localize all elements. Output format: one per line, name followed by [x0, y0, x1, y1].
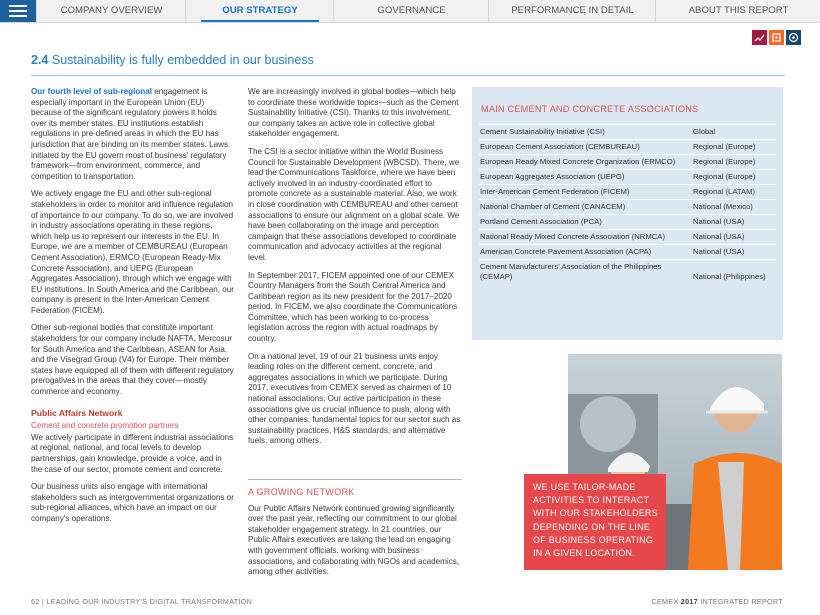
hamburger-menu-icon[interactable]: [0, 0, 36, 22]
top-navigation: [0, 0, 820, 23]
associations-table: [479, 124, 776, 284]
associations-panel: [472, 87, 783, 340]
table-row: [479, 170, 776, 185]
sdg-17-icon: [786, 30, 801, 45]
callout-box: WE USE TAILOR-MADE ACTIVITIES TO INTERACT WITH OUR STAKEHOLDERS DEPENDING ON THE LINE OF BUSINESS OPERATING IN A GIVEN LOCATION.: [524, 474, 666, 570]
association-name: European Cement Association (CEMBUREAU): [479, 140, 690, 155]
association-name: National Chamber of Cement (CANACEM): [479, 200, 690, 215]
footer-year: 2017: [680, 597, 698, 606]
lead-in: Our fourth level of sub-regional: [31, 87, 152, 96]
tab-governance[interactable]: GOVERNANCE: [333, 0, 489, 22]
subheading-growing-network: A GROWING NETWORK: [248, 487, 355, 497]
association-name: Inter-American Cement Federation (FICEM): [479, 185, 690, 200]
text-column-1: [31, 87, 234, 532]
association-name: European Aggregates Association (UEPG): [479, 170, 690, 185]
association-region: Regional (LATAM): [690, 185, 776, 200]
paragraph: The CSI is a sector initiative within the World Business Council for Sustainable Development (WBCSD). There, we lead the Communications Taskforce, where we have been actively involved in an industry-coordinated effort to promote concrete as a sustainable material. Also, we work in close coordination with CEMBUREAU and other cement associations to ensure our alignment on a global scale. We have been collaborating on the image and perception campaign that these associations developed to coordinate communication and advocacy activities at the regional level.: [248, 146, 460, 262]
text-column-2: [248, 87, 462, 454]
table-row: [479, 215, 776, 230]
paragraph: Our business units also engage with international stakeholders such as intergovernmental organizations or sub-regional alliances, which have an impact on our company's operations.: [31, 482, 234, 523]
tab-performance-in-detail[interactable]: PERFORMANCE IN DETAIL: [488, 0, 656, 22]
paragraph: On a national level, 19 of our 21 business units enjoy leading roles on the different cement, concrete, and aggregates associations in which we participate. During 2017, executives from CEMEX served as chairmen of 10 national associations. Our active participation in these associations give us crucial influence to push, along with other companies, fundamental topics for our sector such as sustainability practices, H&S standards, and alternative fuels, among others.: [248, 351, 461, 446]
section-title-text: Sustainability is fully embedded in our business: [51, 53, 314, 67]
section-rule: [31, 75, 785, 76]
column-divider: [248, 479, 462, 480]
table-row: [479, 185, 776, 200]
subheading-promotion-partners: Cement and concrete promotion partners: [31, 421, 179, 431]
table-row: [479, 245, 776, 260]
association-name: European Ready Mixed Concrete Organization (ERMCO): [479, 155, 690, 170]
association-region: National (Philippines): [690, 260, 776, 285]
table-row: [479, 125, 776, 140]
association-name: Cement Manufacturers' Association of the Philippines (CEMAP): [479, 260, 690, 285]
table-row: [479, 140, 776, 155]
section-number: 2.4: [31, 53, 49, 67]
associations-title: MAIN CEMENT AND CONCRETE ASSOCIATIONS: [481, 104, 699, 114]
table-row: [479, 155, 776, 170]
association-name: Portland Cement Association (PCA): [479, 215, 690, 230]
subheading-public-affairs-network: Public Affairs Network: [31, 407, 123, 418]
paragraph: Our Public Affairs Network continued growing significantly over the past year, reflecting our commitment to our global stakeholder engagement strategy. In 21 countries, our Public Affairs executives are taking the lead on engaging with government officials, working with business associations, and collaborating with NGOs and academics, among other activities.: [248, 503, 459, 577]
table-row: [479, 260, 776, 285]
footer-brand: CEMEX: [651, 597, 679, 606]
paragraph: [31, 87, 234, 182]
section-title: [31, 53, 314, 67]
association-region: Regional (Europe): [690, 140, 776, 155]
sdg-8-icon: [752, 30, 767, 45]
association-region: National (Mexico): [690, 200, 776, 215]
footer-report: INTEGRATED REPORT: [700, 597, 783, 606]
association-region: National (USA): [690, 230, 776, 245]
tab-company-overview[interactable]: COMPANY OVERVIEW: [36, 0, 186, 22]
tab-our-strategy[interactable]: OUR STRATEGY: [185, 0, 334, 22]
growing-network-block: [248, 487, 462, 585]
association-region: Regional (Europe): [690, 155, 776, 170]
page-number: 62: [31, 597, 40, 606]
footer-chapter: LEADING OUR INDUSTRY'S DIGITAL TRANSFORMATION: [46, 597, 253, 606]
sdg-9-icon: [769, 30, 784, 45]
footer-right: [651, 597, 783, 606]
association-region: National (USA): [690, 215, 776, 230]
paragraph: We actively participate in different industrial associations at regional, national, and local levels to develop partnerships, gain knowledge, provide a voice, and in the case of our sector, promote cement and concrete.: [31, 432, 234, 474]
table-row: [479, 230, 776, 245]
paragraph: We are increasingly involved in global bodies—which help to coordinate these worldwide topics—such as the Cement Sustainability Initiative (CSI). Thanks to this involvement, our company takes an active role in collective global stakeholder engagement.: [248, 87, 459, 139]
footer-left: 62 | LEADING OUR INDUSTRY'S DIGITAL TRANSFORMATION: [31, 597, 253, 606]
association-name: American Concrete Pavement Association (ACPA): [479, 245, 690, 260]
association-region: Regional (Europe): [690, 170, 776, 185]
association-region: Global: [690, 125, 776, 140]
table-row: [479, 200, 776, 215]
paragraph: We actively engage the EU and other sub-regional stakeholders in order to monitor and influence regulation of importance to our company. To do so, we are involved in industry associations operating in these regions, which help us to represent our interests in the EU. In Europe, we are a member of CEMBUREAU (European Cement Association), ERMCO (European Ready-Mix Concrete Association), and UEPG (European Aggregates Association), through which we engage with EU institutions. In South America and the Caribbean, our company is present in the Inter-American Cement Federation (FICEM).: [31, 189, 234, 315]
paragraph: Other sub-regional bodies that constitute important stakeholders for our company include NAFTA, Mercosur for South America and the Caribbean, ASEAN for Asia, and the Visegrad Group (V4) for Europe. Their member states have equipped all of them with different regulatory prerogatives in the areas that they cover—mostly commerce and economy.: [31, 323, 234, 397]
tab-about-this-report[interactable]: ABOUT THIS REPORT: [655, 0, 820, 22]
association-region: National (USA): [690, 245, 776, 260]
paragraph: In September 2017, FICEM appointed one of our CEMEX Country Managers from the South Central America and Caribbean region as its new president for the 2017–2020 period. In FICEM, we also coordinate the Communications Committee, which has been working to co-process legislation across the region with actual roadmaps by country.: [248, 270, 458, 344]
paragraph-text: engagement is especially important in the European Union (EU) because of the significant regulatory powers it holds over its member states. EU institutions establish regulations in pre-defined areas in which the EU has jurisdiction that are binding on its member states. Laws initiated by the EU govern most of business' regulatory framework—from environment, commerce, and competition to transportation.: [31, 87, 229, 181]
association-name: Cement Sustainability Initiative (CSI): [479, 125, 690, 140]
association-name: National Ready Mixed Concrete Association (NRMCA): [479, 230, 690, 245]
